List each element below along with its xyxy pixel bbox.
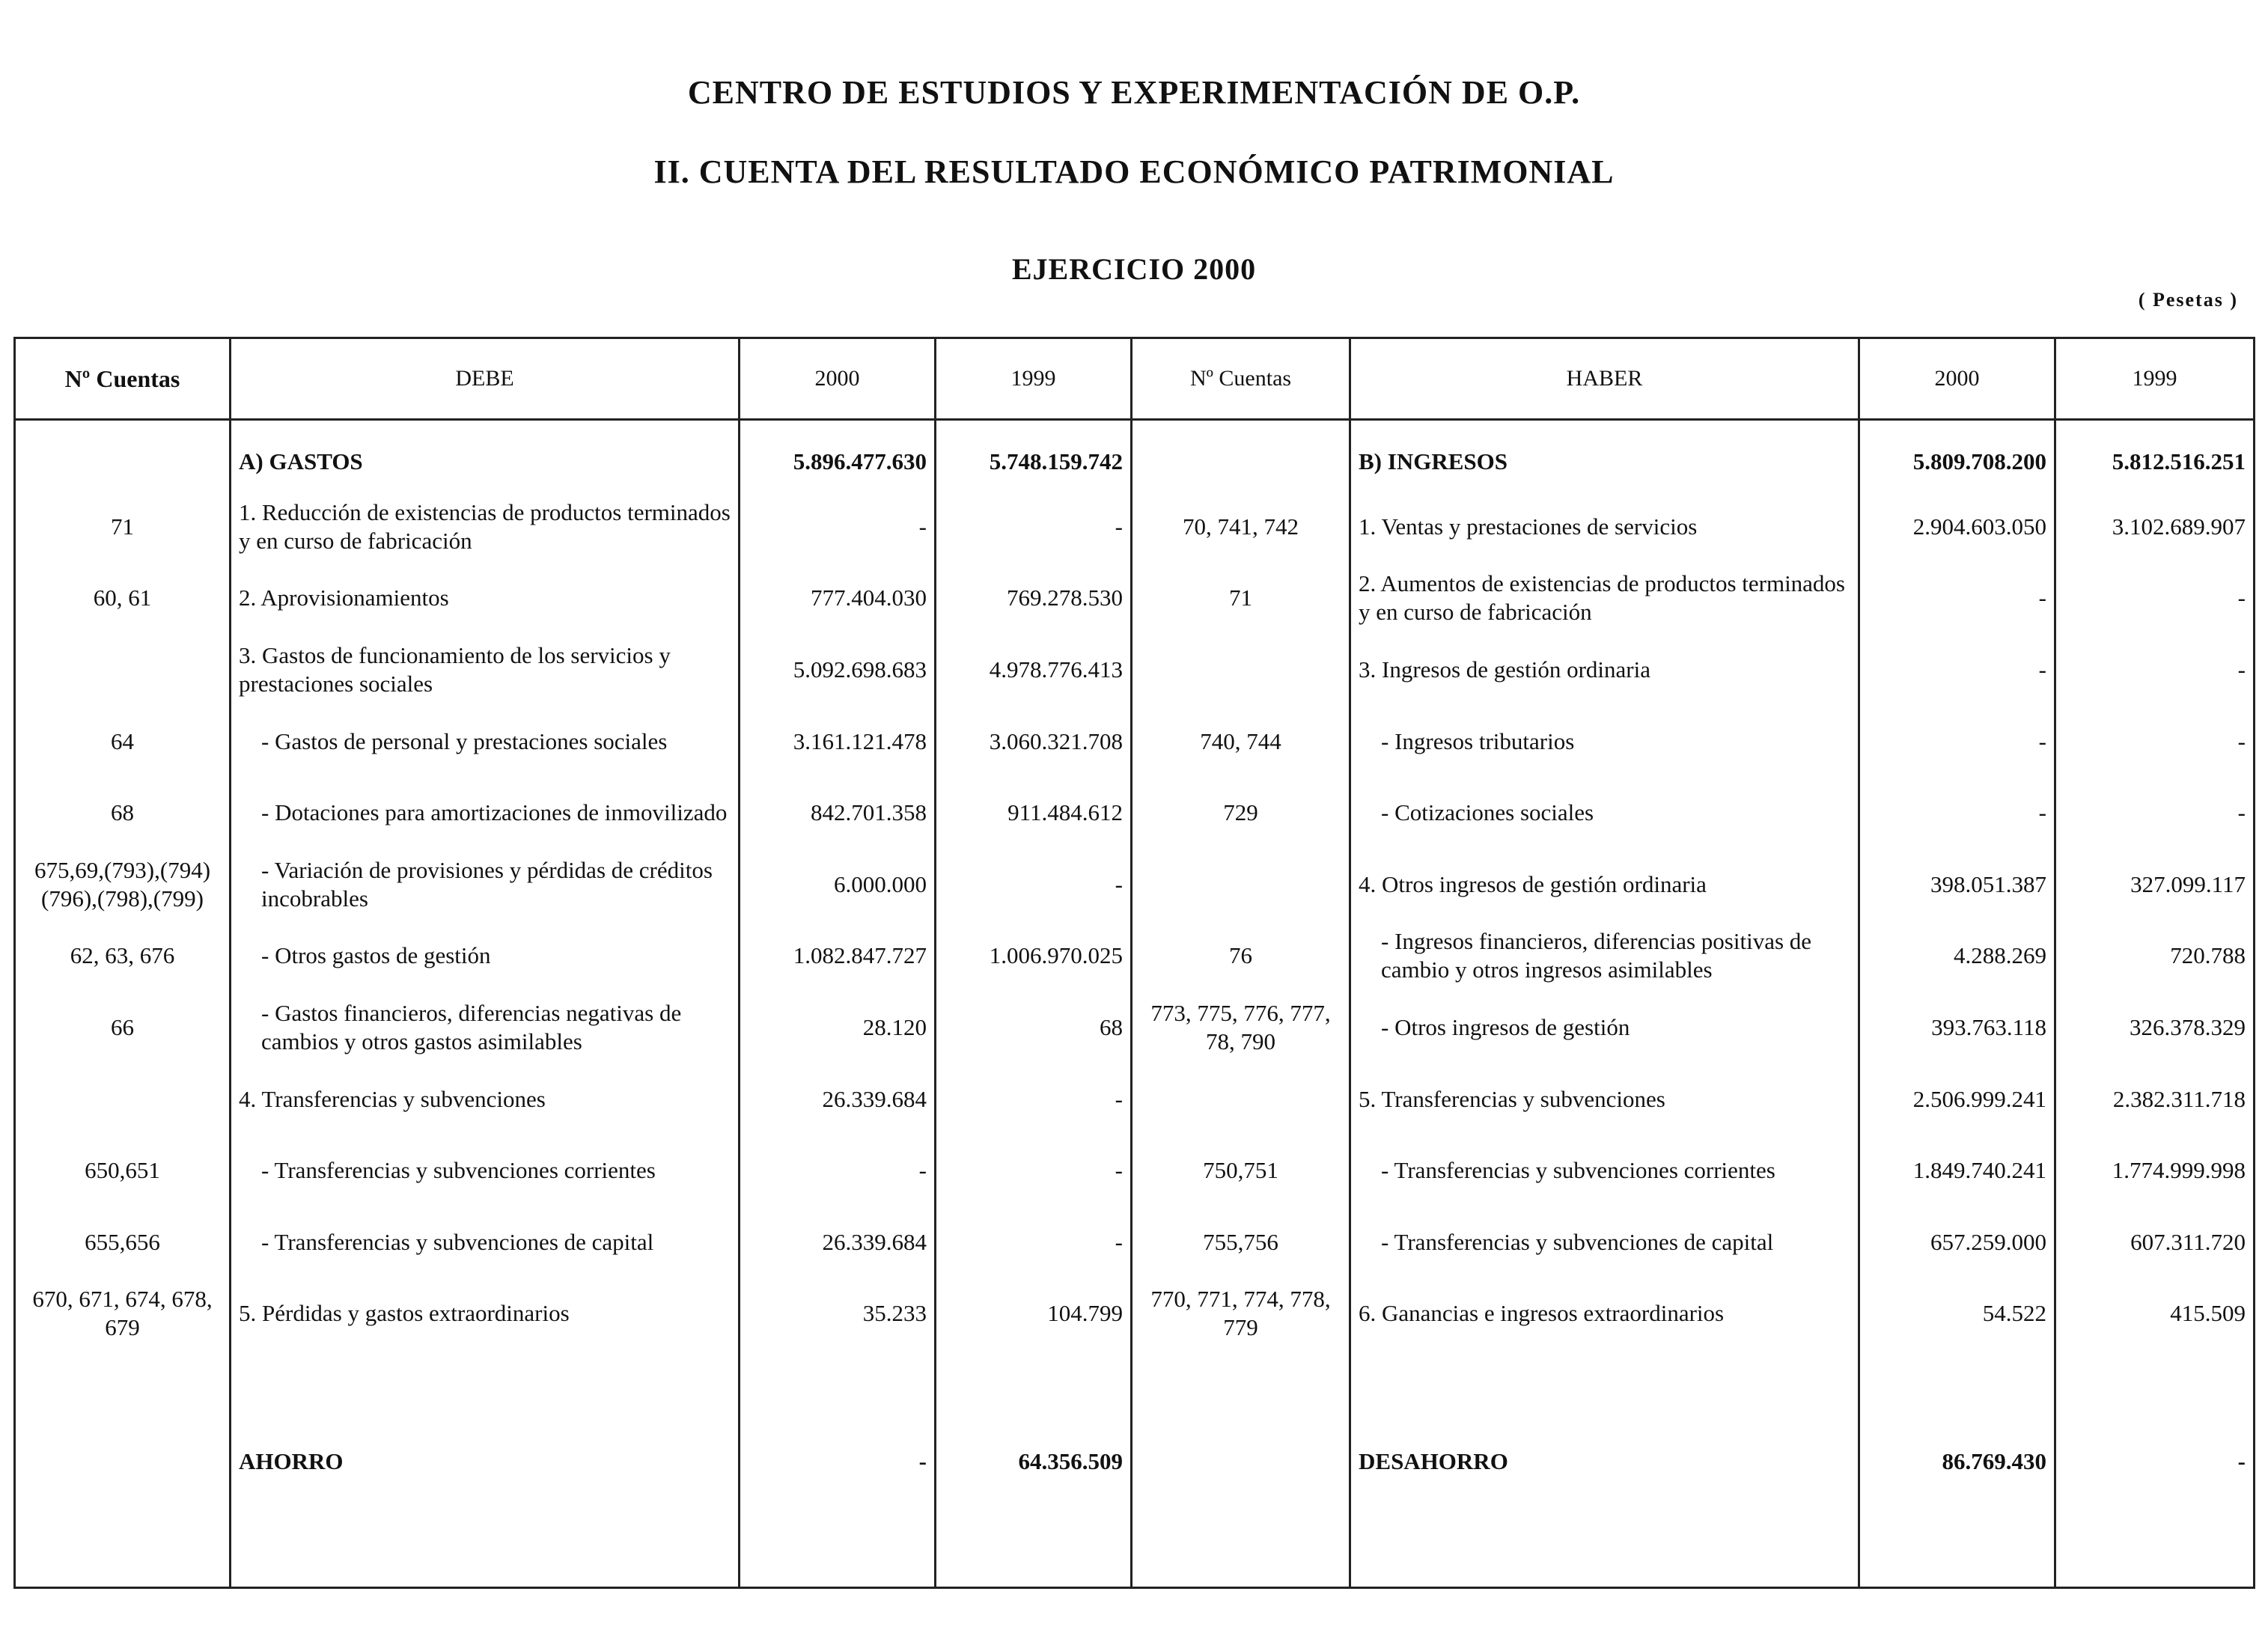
table-row xyxy=(15,1278,2255,1350)
cell-cuentas-right xyxy=(1132,849,1350,921)
cell-1999-left: - xyxy=(936,1206,1132,1278)
spacer-row xyxy=(15,1349,2255,1424)
table-body xyxy=(15,420,2255,1588)
table-row xyxy=(15,706,2255,778)
cell-haber: 6. Ganancias e ingresos extraordinarios xyxy=(1350,1278,1859,1350)
cell-1999-left: 68 xyxy=(936,992,1132,1063)
cell-2000-left: 3.161.121.478 xyxy=(740,706,936,778)
result-account-table xyxy=(13,337,2255,1589)
cell-1999-left: - xyxy=(936,1063,1132,1135)
cell-cuentas-right: 729 xyxy=(1132,777,1350,849)
currency-note: ( Pesetas ) xyxy=(2138,289,2238,311)
cell-2000-right: 4.288.269 xyxy=(1859,921,2055,992)
table-row xyxy=(15,849,2255,921)
cell-1999-right: - xyxy=(2055,634,2255,706)
cell-haber: B) INGRESOS xyxy=(1350,420,1859,492)
cell-cuentas-left: 62, 63, 676 xyxy=(15,921,231,992)
table-row xyxy=(15,420,2255,492)
cell-2000-right: 5.809.708.200 xyxy=(1859,420,2055,492)
cell-cuentas-left: 675,69,(793),(794) (796),(798),(799) xyxy=(15,849,231,921)
cell-cuentas-left: 670, 671, 674, 678, 679 xyxy=(15,1278,231,1350)
cell-cuentas-left xyxy=(15,420,231,492)
header-2000-right: 2000 xyxy=(1859,338,2055,420)
cell-cuentas-left: 71 xyxy=(15,491,231,563)
header-cuentas-right: Nº Cuentas xyxy=(1132,338,1350,420)
cell-1999-right: 326.378.329 xyxy=(2055,992,2255,1063)
cell-haber: 2. Aumentos de existencias de productos terminados y en curso de fabricación xyxy=(1350,563,1859,635)
cell-1999-left: - xyxy=(936,1135,1132,1206)
report-subtitle: II. CUENTA DEL RESULTADO ECONÓMICO PATRIMONIAL xyxy=(653,153,1615,190)
cell-cuentas-left: 64 xyxy=(15,706,231,778)
header-debe: DEBE xyxy=(231,338,740,420)
report-period: EJERCICIO 2000 xyxy=(1011,252,1257,286)
table-row xyxy=(15,992,2255,1063)
cell-cuentas-right xyxy=(1132,420,1350,492)
cell-debe: - Gastos financieros, diferencias negativas de cambios y otros gastos asimilables xyxy=(231,992,740,1063)
cell-debe: - Variación de provisiones y pérdidas de créditos incobrables xyxy=(231,849,740,921)
cell-debe: 3. Gastos de funcionamiento de los servicios y prestaciones sociales xyxy=(231,634,740,706)
cell-debe: A) GASTOS xyxy=(231,420,740,492)
table-row xyxy=(15,777,2255,849)
cell-cuentas-left: 655,656 xyxy=(15,1206,231,1278)
cell-cuentas-right: 71 xyxy=(1132,563,1350,635)
desahorro-label: DESAHORRO xyxy=(1350,1424,1859,1499)
cell-2000-left: 6.000.000 xyxy=(740,849,936,921)
cell-2000-right: 393.763.118 xyxy=(1859,992,2055,1063)
cell-debe: - Transferencias y subvenciones corrientes xyxy=(231,1135,740,1206)
cell-cuentas-left xyxy=(15,1063,231,1135)
cell-2000-right: 1.849.740.241 xyxy=(1859,1135,2055,1206)
cell-cuentas-right: 70, 741, 742 xyxy=(1132,491,1350,563)
cell-2000-right: 54.522 xyxy=(1859,1278,2055,1350)
cell-2000-right: - xyxy=(1859,563,2055,635)
cell-cuentas-right: 76 xyxy=(1132,921,1350,992)
table-header-row xyxy=(15,338,2255,420)
cell-1999-left: 3.060.321.708 xyxy=(936,706,1132,778)
cell-2000-right: 2.904.603.050 xyxy=(1859,491,2055,563)
cell-debe: - Dotaciones para amortizaciones de inmovilizado xyxy=(231,777,740,849)
cell-cuentas-right: 740, 744 xyxy=(1132,706,1350,778)
cell-2000-left: 1.082.847.727 xyxy=(740,921,936,992)
cell-cuentas-right: 750,751 xyxy=(1132,1135,1350,1206)
cell-2000-right: - xyxy=(1859,634,2055,706)
cell-1999-right: - xyxy=(2055,706,2255,778)
table-row xyxy=(15,1206,2255,1278)
cell-2000-left: - xyxy=(740,491,936,563)
cell-1999-left: 911.484.612 xyxy=(936,777,1132,849)
cell-2000-right: 398.051.387 xyxy=(1859,849,2055,921)
cell-haber: - Ingresos tributarios xyxy=(1350,706,1859,778)
cell-2000-left: 26.339.684 xyxy=(740,1206,936,1278)
cell-cuentas-right: 755,756 xyxy=(1132,1206,1350,1278)
cell-haber: 4. Otros ingresos de gestión ordinaria xyxy=(1350,849,1859,921)
cell-1999-right: 607.311.720 xyxy=(2055,1206,2255,1278)
cell-cuentas-right xyxy=(1132,634,1350,706)
header-cuentas-left: Nº Cuentas xyxy=(15,338,231,420)
cell-cuentas-left: 68 xyxy=(15,777,231,849)
cell-2000-right: - xyxy=(1859,706,2055,778)
cell-debe: 2. Aprovisionamientos xyxy=(231,563,740,635)
cell-2000-right: 2.506.999.241 xyxy=(1859,1063,2055,1135)
cell-1999-right: 415.509 xyxy=(2055,1278,2255,1350)
cell-1999-left: 5.748.159.742 xyxy=(936,420,1132,492)
cell-1999-left: 769.278.530 xyxy=(936,563,1132,635)
cell-haber: - Transferencias y subvenciones de capital xyxy=(1350,1206,1859,1278)
header-1999-left: 1999 xyxy=(936,338,1132,420)
cell-1999-left: 104.799 xyxy=(936,1278,1132,1350)
cell-1999-right: 327.099.117 xyxy=(2055,849,2255,921)
cell-1999-right: 5.812.516.251 xyxy=(2055,420,2255,492)
cell-haber: - Cotizaciones sociales xyxy=(1350,777,1859,849)
cell-2000-right: 657.259.000 xyxy=(1859,1206,2055,1278)
cell-1999-right: 1.774.999.998 xyxy=(2055,1135,2255,1206)
cell-debe: - Transferencias y subvenciones de capital xyxy=(231,1206,740,1278)
report-title: CENTRO DE ESTUDIOS Y EXPERIMENTACIÓN DE O.P. xyxy=(687,74,1581,111)
table-row xyxy=(15,491,2255,563)
cell-debe: 5. Pérdidas y gastos extraordinarios xyxy=(231,1278,740,1350)
cell-cuentas-right: 773, 775, 776, 777, 78, 790 xyxy=(1132,992,1350,1063)
cell-debe: - Otros gastos de gestión xyxy=(231,921,740,992)
cell-cuentas-left: 66 xyxy=(15,992,231,1063)
ahorro-2000: - xyxy=(740,1424,936,1499)
cell-haber: 3. Ingresos de gestión ordinaria xyxy=(1350,634,1859,706)
cell-1999-right: 2.382.311.718 xyxy=(2055,1063,2255,1135)
cell-1999-left: - xyxy=(936,849,1132,921)
cell-haber: - Ingresos financieros, diferencias positivas de cambio y otros ingresos asimilables xyxy=(1350,921,1859,992)
cell-2000-left: 5.896.477.630 xyxy=(740,420,936,492)
ahorro-1999: 64.356.509 xyxy=(936,1424,1132,1499)
table-row xyxy=(15,921,2255,992)
cell-debe: 1. Reducción de existencias de productos terminados y en curso de fabricación xyxy=(231,491,740,563)
cell-2000-left: 777.404.030 xyxy=(740,563,936,635)
cell-haber: 1. Ventas y prestaciones de servicios xyxy=(1350,491,1859,563)
cell-2000-left: - xyxy=(740,1135,936,1206)
cell-cuentas-left: 650,651 xyxy=(15,1135,231,1206)
cell-2000-left: 28.120 xyxy=(740,992,936,1063)
cell-haber: 5. Transferencias y subvenciones xyxy=(1350,1063,1859,1135)
cell-1999-right: 720.788 xyxy=(2055,921,2255,992)
cell-cuentas-left: 60, 61 xyxy=(15,563,231,635)
cell-cuentas-right: 770, 771, 774, 778, 779 xyxy=(1132,1278,1350,1350)
header-haber: HABER xyxy=(1350,338,1859,420)
header-1999-right: 1999 xyxy=(2055,338,2255,420)
cell-haber: - Transferencias y subvenciones corrientes xyxy=(1350,1135,1859,1206)
cell-2000-left: 26.339.684 xyxy=(740,1063,936,1135)
cell-debe: 4. Transferencias y subvenciones xyxy=(231,1063,740,1135)
cell-1999-left: - xyxy=(936,491,1132,563)
cell-2000-left: 35.233 xyxy=(740,1278,936,1350)
cell-2000-left: 842.701.358 xyxy=(740,777,936,849)
cell-1999-right: - xyxy=(2055,777,2255,849)
spacer-row xyxy=(15,1499,2255,1587)
table-row xyxy=(15,563,2255,635)
table-row xyxy=(15,634,2255,706)
cell-2000-right: - xyxy=(1859,777,2055,849)
cell-1999-right: 3.102.689.907 xyxy=(2055,491,2255,563)
desahorro-2000: 86.769.430 xyxy=(1859,1424,2055,1499)
cell-debe: - Gastos de personal y prestaciones sociales xyxy=(231,706,740,778)
cell-1999-left: 4.978.776.413 xyxy=(936,634,1132,706)
cell-cuentas-left xyxy=(15,634,231,706)
cell-cuentas-right xyxy=(1132,1063,1350,1135)
header-2000-left: 2000 xyxy=(740,338,936,420)
cell-1999-left: 1.006.970.025 xyxy=(936,921,1132,992)
table-row xyxy=(15,1063,2255,1135)
ahorro-label: AHORRO xyxy=(231,1424,740,1499)
table-row xyxy=(15,1135,2255,1206)
cell-2000-left: 5.092.698.683 xyxy=(740,634,936,706)
cell-1999-right: - xyxy=(2055,563,2255,635)
desahorro-1999: - xyxy=(2055,1424,2255,1499)
result-row xyxy=(15,1424,2255,1499)
cell-haber: - Otros ingresos de gestión xyxy=(1350,992,1859,1063)
